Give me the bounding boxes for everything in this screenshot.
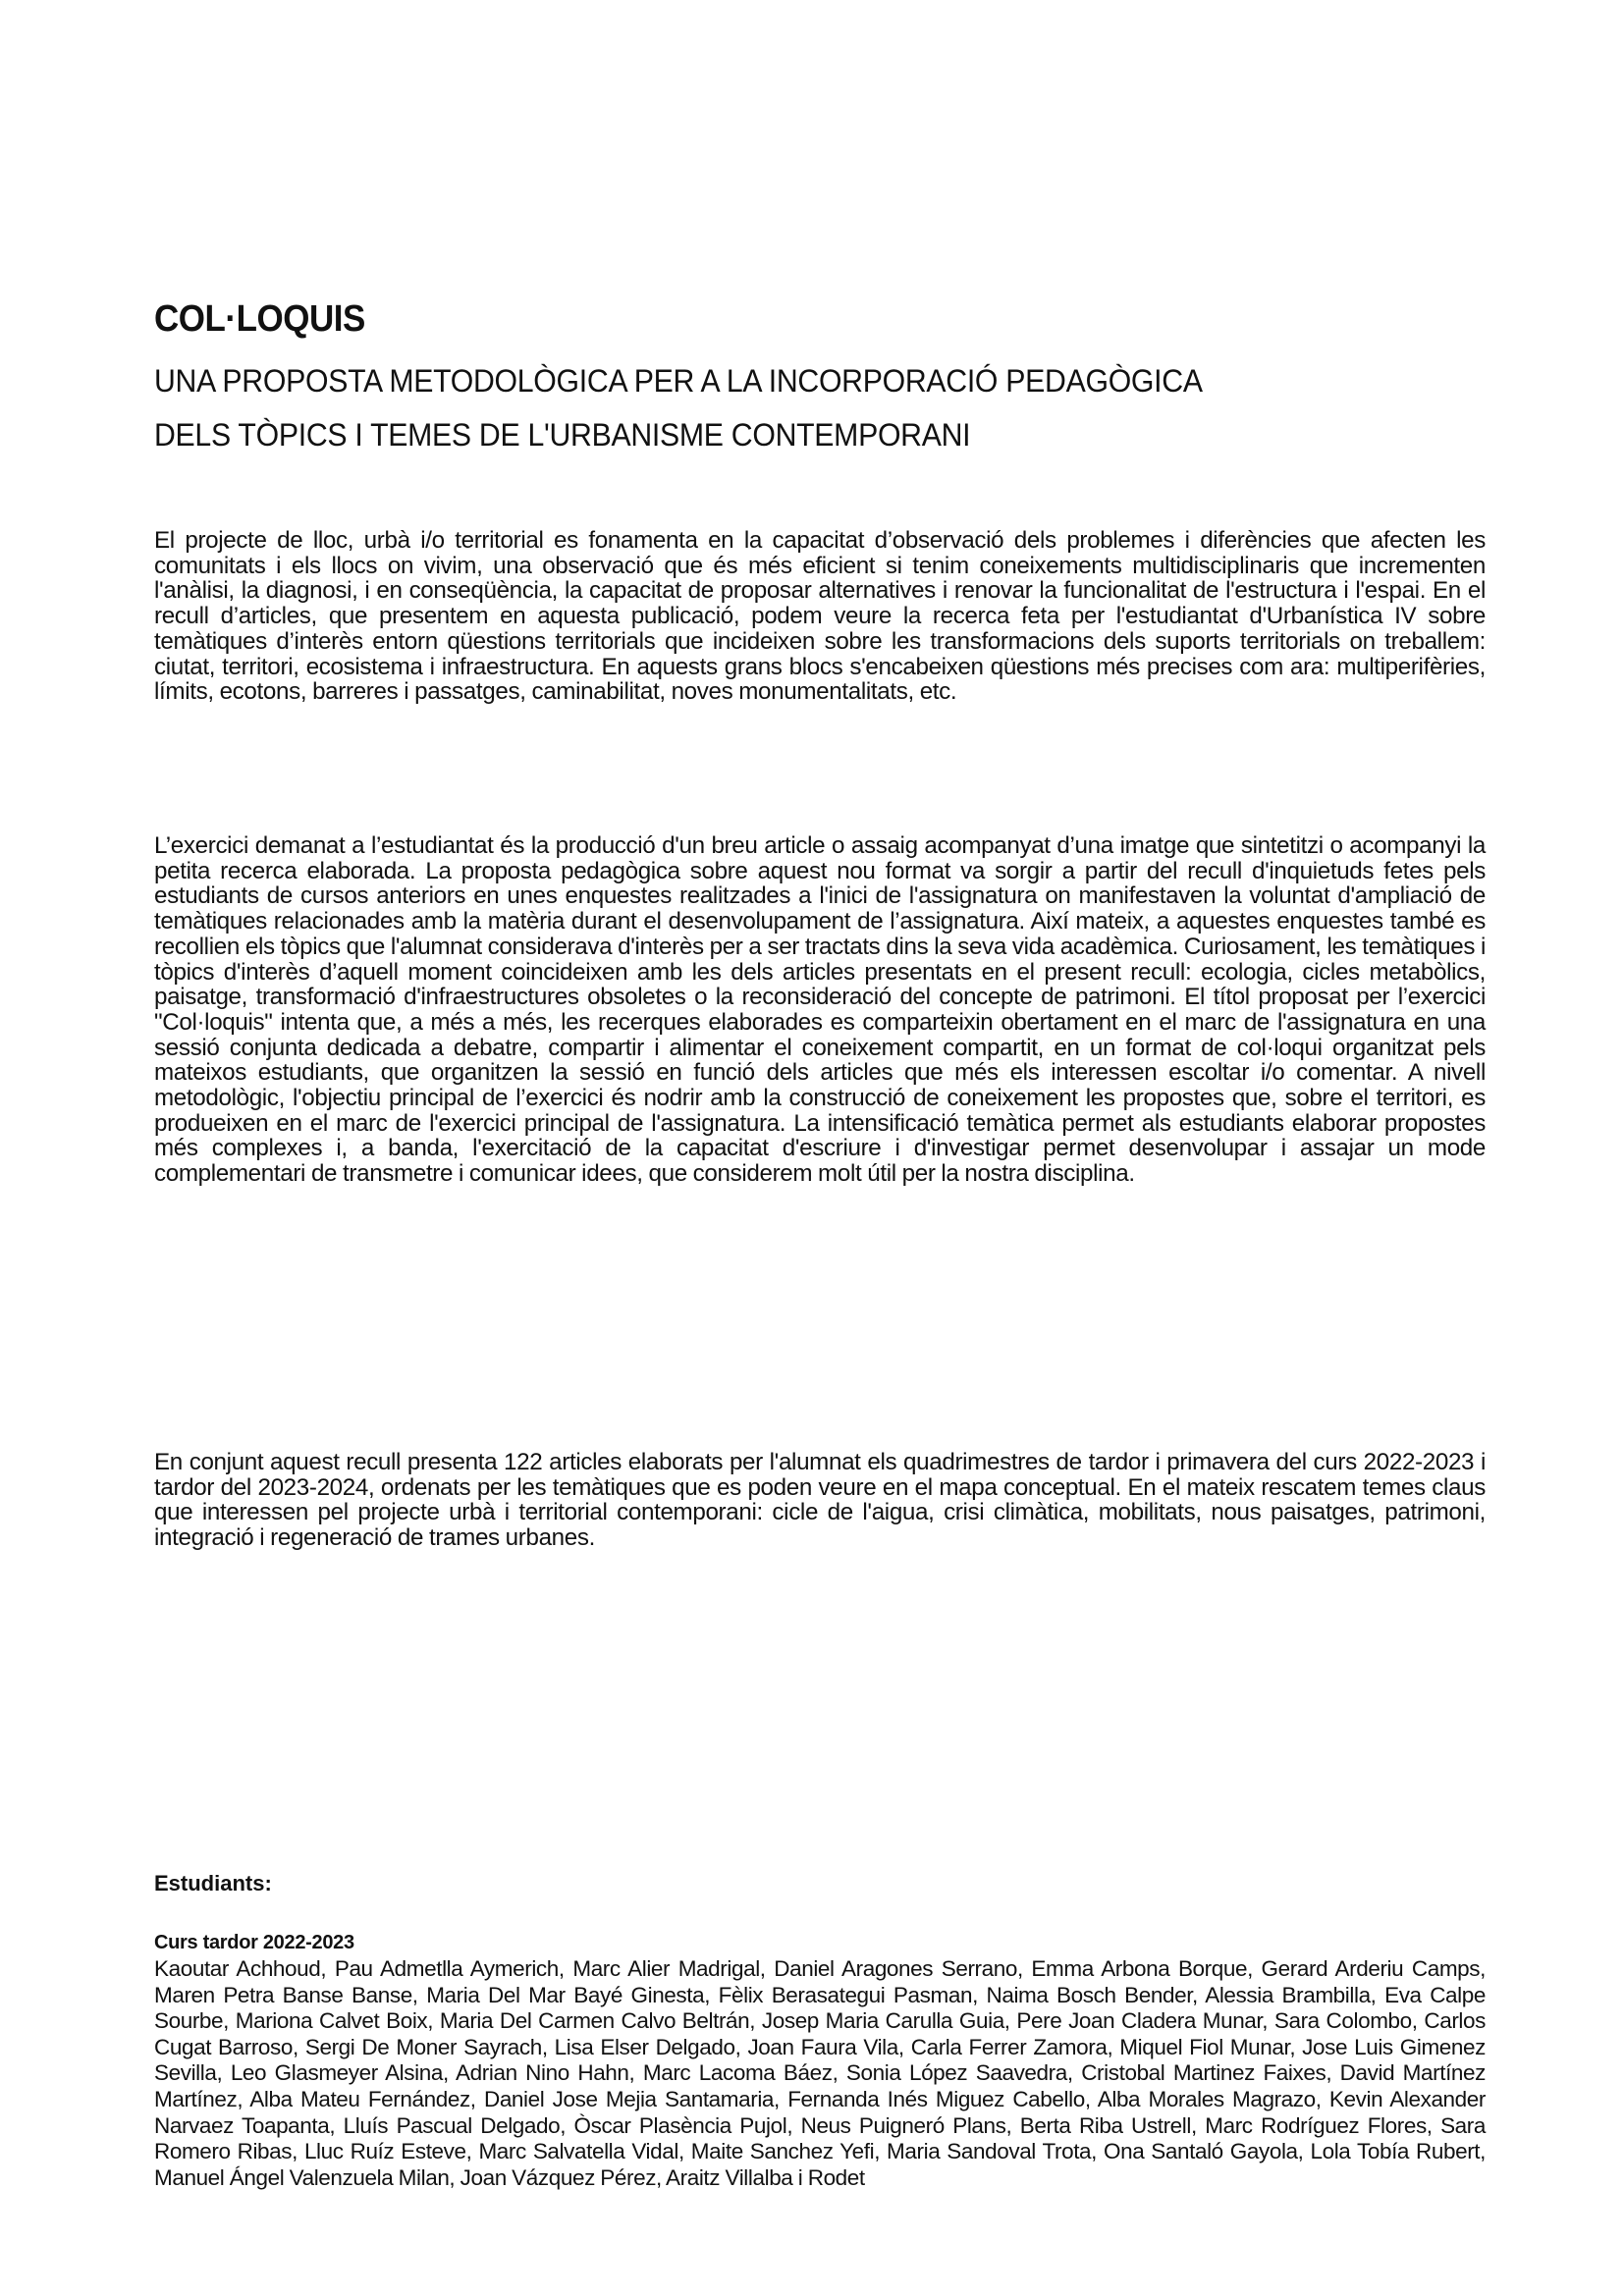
document-title: COL·LOQUIS (154, 298, 365, 340)
course-heading: Curs tardor 2022-2023 (154, 1932, 354, 1953)
document-subtitle-line-2: DELS TÒPICS I TEMES DE L'URBANISME CONTEMPORANI (154, 417, 971, 453)
summary-paragraph: En conjunt aquest recull presenta 122 articles elaborats per l'alumnat els quadrimestres de tardor i primavera del curs 2022-2023 i tardor del 2023-2024, ordenats per les temàtiques que es poden veure en el mapa conceptual. En el mateix rescatem temes claus que interessen pel projecte urbà i territorial contemporani: cicle de l'aigua, crisi climàtica, mobilitats, nous paisatges, patrimoni, integració i regeneració de trames urbanes. (154, 1449, 1486, 1552)
exercise-paragraph: L’exercici demanat a l’estudiantat és la producció d'un breu article o assaig acompanyat d’una imatge que sintetitzi o acompanyi la petita recerca elaborada. La proposta pedagògica sobre aquest nou format va sorgir a partir del recull d'inquietuds fetes pels estudiants de cursos anteriors en unes enquestes realitzades a l'inici de l'assignatura on manifestaven la voluntat d'ampliació de temàtiques relacionades amb la matèria durant el desenvolupament de l’assignatura. Així mateix, a aquestes enquestes també es recollien els tòpics que l'alumnat considerava d'interès per a ser tractats dins la seva vida acadèmica. Curiosament, les temàtiques i tòpics d'interès d’aquell moment coincideixen amb les dels articles presentats en el present recull: ecologia, cicles metabòlics, paisatge, transformació d'infraestructures obsoletes o la reconsideració del concepte de patrimoni. El títol proposat per l’exercici "Col·loquis" intenta que, a més a més, les recerques elaborades es comparteixin obertament en el marc de l'assignatura en una sessió conjunta dedicada a debatre, compartir i alimentar el coneixement compartit, en un format de col·loqui organitzat pels mateixos estudiants, que organitzen la sessió en funció dels articles que més els interessen escoltar i/o comentar. A nivell metodològic, l'objectiu principal de l’exercici és nodrir amb la construcció de coneixement les propostes que, sobre el territori, es produeixen en el marc de l'exercici principal de l'assignatura. La intensificació temàtica permet als estudiants elaborar propostes més complexes i, a banda, l'exercitació de la capacitat d'escriure i d'investigar permet desenvolupar i assajar un mode complementari de transmetre i comunicar idees, que considerem molt útil per la nostra disciplina. (154, 832, 1486, 1188)
students-heading: Estudiants: (154, 1871, 272, 1896)
intro-paragraph: El projecte de lloc, urbà i/o territorial es fonamenta en la capacitat d’observació dels problemes i diferències que afecten les comunitats i els llocs on vivim, una observació que és més eficient si tenim coneixements multidisciplinaris que incrementen l'anàlisi, la diagnosi, i en conseqüència, la capacitat de proposar alternatives i renovar la funcionalitat de l'estructura i l'espai. En el recull d’articles, que presentem en aquesta publicació, podem veure la recerca feta per l'estudiantat d'Urbanística IV sobre temàtiques d’interès entorn qüestions territorials que incideixen sobre les transformacions dels suports territorials on treballem: ciutat, territori, ecosistema i infraestructura. En aquests grans blocs s'encabeixen qüestions més precises com ara: multiperifèries, límits, ecotons, barreres i passatges, caminabilitat, noves monumentalitats, etc. (154, 527, 1486, 706)
students-list: Kaoutar Achhoud, Pau Admetlla Aymerich, Marc Alier Madrigal, Daniel Aragones Serrano, Emma Arbona Borque, Gerard Arderiu Camps, Maren Petra Banse Banse, Maria Del Mar Bayé Ginesta, Fèlix Berasategui Pasman, Naima Bosch Bender, Alessia Brambilla, Eva Calpe Sourbe, Mariona Calvet Boix, Maria Del Carmen Calvo Beltrán, Josep Maria Carulla Guia, Pere Joan Cladera Munar, Sara Colombo, Carlos Cugat Barroso, Sergi De Moner Sayrach, Lisa Elser Delgado, Joan Faura Vila, Carla Ferrer Zamora, Miquel Fiol Munar, Jose Luis Gimenez Sevilla, Leo Glasmeyer Alsina, Adrian Nino Hahn, Marc Lacoma Báez, Sonia López Saavedra, Cristobal Martinez Faixes, David Martínez Martínez, Alba Mateu Fernández, Daniel Jose Mejia Santamaria, Fernanda Inés Miguez Cabello, Alba Morales Magrazo, Kevin Alexander Narvaez Toapanta, Lluís Pascual Delgado, Òscar Plasència Pujol, Neus Puigneró Plans, Berta Riba Ustrell, Marc Rodríguez Flores, Sara Romero Ribas, Lluc Ruíz Esteve, Marc Salvatella Vidal, Maite Sanchez Yefi, Maria Sandoval Trota, Ona Santaló Gayola, Lola Tobía Rubert, Manuel Ángel Valenzuela Milan, Joan Vázquez Pérez, Araitz Villalba i Rodet (154, 1956, 1486, 2190)
document-subtitle-line-1: UNA PROPOSTA METODOLÒGICA PER A LA INCORPORACIÓ PEDAGÒGICA (154, 363, 1203, 399)
